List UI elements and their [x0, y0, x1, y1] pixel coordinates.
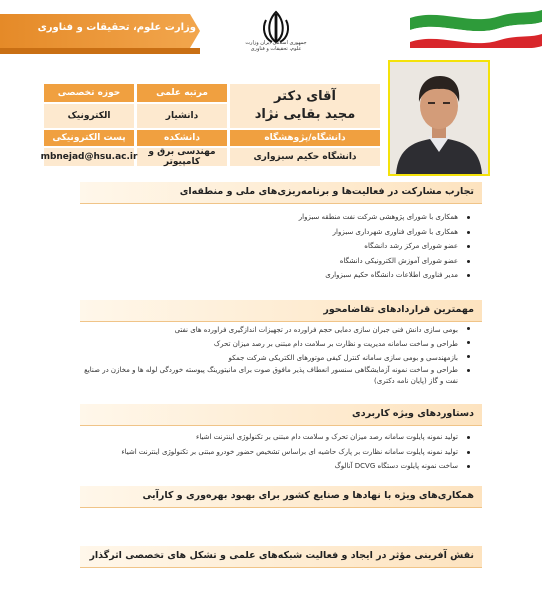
section-industry-cooperation	[80, 486, 482, 508]
email-label: پست الکترونیکی	[44, 130, 134, 146]
section-contracts	[80, 300, 482, 322]
list-item: بومی سازی دانش فنی جبران سازی دمایی حجم فراورده در تجهیزات اندازگیری فراورده های نفتی	[72, 323, 472, 337]
ministry-title: وزارت علوم، تحقیقات و فناوری	[37, 22, 196, 33]
list-item: مدیر فناوری اطلاعات دانشگاه حکیم سبزواری	[299, 268, 472, 283]
list-item: ساخت نمونه پایلوت دستگاه DCVG آنالوگ	[121, 459, 472, 474]
list-item: بازمهندسی و بومی سازی سامانه کنترل کیفی موتورهای الکتریکی شرکت جمکو	[72, 351, 472, 365]
university-label: دانشگاه/پژوهشگاه	[230, 130, 380, 146]
list-item: همکاری با شورای پژوهشی شرکت نفت منطقه سبزوار	[299, 210, 472, 225]
rank-value: دانشیار	[137, 104, 227, 128]
list-item: طراحی و ساخت سامانه مدیریت و نظارت بر سلامت دام مبتنی بر رصد میزان تحرک	[72, 337, 472, 351]
header-underline	[0, 48, 200, 54]
list-item: تولید نمونه پایلوت سامانه نظارت بر پارک حاشیه ای براساس تشخیص حضور خودرو مبتنی بر تکنولوژی اینترنت اشیاء	[121, 445, 472, 460]
achievements-list	[121, 430, 472, 474]
emblem-caption: جمهوری اسلامی ایران وزارت علوم، تحقیقات و فناوری	[245, 40, 307, 52]
faculty-label: دانشکده	[137, 130, 227, 146]
profile-name-block	[230, 84, 380, 128]
profile-name: مجید بقایی نژاد	[254, 107, 356, 122]
section-title: همکاری‌های ویژه با نهادها و صنایع کشور برای بهبود بهره‌وری و کارآیی	[142, 490, 474, 501]
list-item: همکاری با شورای فناوری شهرداری سبزوار	[299, 225, 472, 240]
iran-flag-icon	[410, 8, 542, 48]
list-item: طراحی و ساخت نمونه آزمایشگاهی سنسور انعطاف پذیر مافوق صوت برای مانیتورینگ پیوسته خوردگی لوله ها و مخازن در صنایع نفت و گاز (پایان نامه دکتری)	[72, 365, 472, 387]
profile-title: آقای دکتر	[274, 89, 336, 104]
university-value: دانشگاه حکیم سبزواری	[230, 148, 380, 166]
list-item: تولید نمونه پایلوت سامانه رصد میزان تحرک و سلامت دام مبتنی بر تکنولوژی اینترنت اشیاء	[121, 430, 472, 445]
field-value: الکترونیک	[44, 104, 134, 128]
rank-label: مرتبه علمی	[137, 84, 227, 102]
participation-list	[299, 210, 472, 283]
section-title: تجارب مشارکت در فعالیت‌ها و برنامه‌ریزی‌های ملی و منطقه‌ای	[179, 186, 474, 197]
faculty-value: مهندسی برق و کامپیوتر	[137, 148, 227, 166]
profile-photo	[388, 60, 490, 176]
portrait-image	[390, 62, 488, 174]
list-item: عضو شورای آموزش الکترونیکی دانشگاه	[299, 254, 472, 269]
contracts-list	[72, 323, 472, 387]
section-title: نقش آفرینی مؤثر در ایجاد و فعالیت شبکه‌های علمی و تشکل های تخصصی اثرگذار	[89, 550, 474, 561]
section-title: دستاوردهای ویژه کاربردی	[352, 408, 474, 419]
email-value[interactable]: mbnejad@hsu.ac.ir	[44, 148, 134, 166]
section-title: مهمترین قراردادهای تقاضامحور	[323, 304, 474, 315]
list-item: عضو شورای مرکز رشد دانشگاه	[299, 239, 472, 254]
section-networks	[80, 546, 482, 568]
section-achievements	[80, 404, 482, 426]
section-national-participation	[80, 182, 482, 204]
field-label: حوزه تخصصی	[44, 84, 134, 102]
